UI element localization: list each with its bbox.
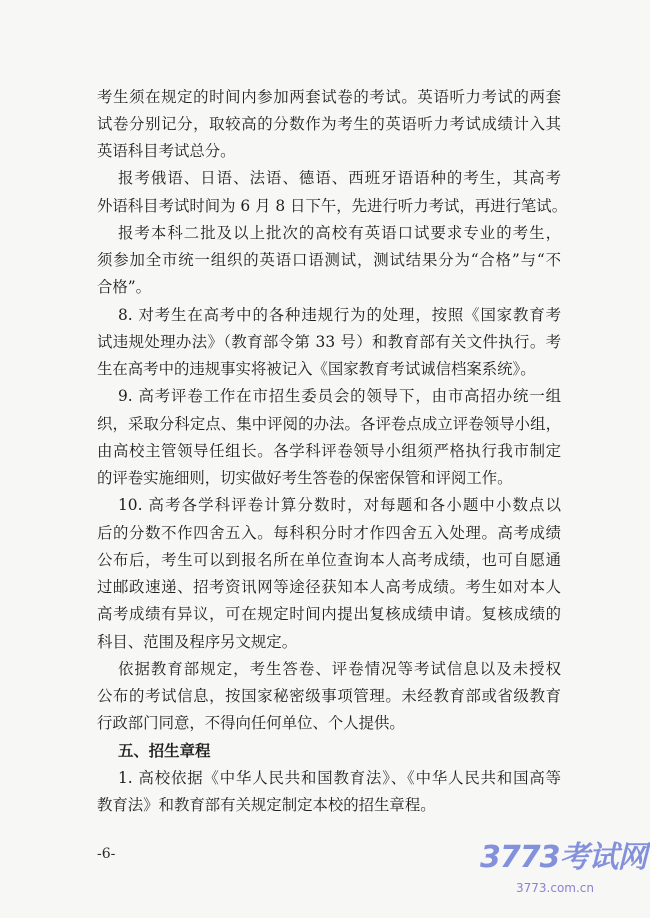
body-line: 考生须在规定的时间内参加两套试卷的考试。英语听力考试的两套 xyxy=(97,87,561,106)
paragraph xyxy=(97,492,561,656)
body-line: 织，采取分科定点、集中评阅的办法。各评卷点成立评卷领导小组， xyxy=(97,414,561,433)
body-line: 的评卷实施细则，切实做好考生答卷的保密保管和评阅工作。 xyxy=(97,469,513,487)
watermark-url: 3773.com.cn xyxy=(516,881,594,895)
body-line: 高考成绩有异议，可在规定时间内提出复核成绩申请。复核成绩的 xyxy=(97,605,561,624)
paragraph xyxy=(97,84,561,166)
section-heading: 五、招生章程 xyxy=(118,741,211,760)
body-line: 科目、范围及程序另文规定。 xyxy=(97,632,298,651)
paragraph xyxy=(97,383,561,492)
body-line: 英语科目考试总分。 xyxy=(97,142,236,160)
body-line: 10. 高考各学科评卷计算分数时，对每题和各小题中小数点以 xyxy=(118,496,561,515)
body-line: 外语科目考试时间为 6 月 8 日下午，先进行听力考试，再进行笔试。 xyxy=(97,196,568,215)
body-line: 后的分数不作四舍五入。每科积分时才作四舍五入处理。高考成绩 xyxy=(97,523,561,542)
body-line: 报考本科二批及以上批次的高校有英语口试要求专业的考生， xyxy=(118,223,561,242)
body-line: 依据教育部规定，考生答卷、评卷情况等考试信息以及未授权 xyxy=(118,659,561,678)
paragraph xyxy=(97,656,561,738)
body-line: 8. 对考生在高考中的各种违规行为的处理，按照《国家教育考 xyxy=(118,305,561,324)
body-line: 1. 高校依据《中华人民共和国教育法》、《中华人民共和国高等 xyxy=(118,768,561,787)
paragraph xyxy=(97,165,568,220)
body-line: 试卷分别记分，取较高的分数作为考生的英语听力考试成绩计入其 xyxy=(97,114,561,133)
body-line: 试违规处理办法》（教育部令第 33 号）和教育部有关文件执行。考 xyxy=(97,332,561,351)
page-number: -6- xyxy=(97,846,116,862)
body-line: 须参加全市统一组织的英语口语测试，测试结果分为“合格”与“不 xyxy=(97,251,561,269)
body-line: 过邮政速递、招考资讯网等途径获知本人高考成绩。考生如对本人 xyxy=(97,578,561,596)
watermark-logo-text: 3773考试网 xyxy=(480,840,647,875)
body-line: 公布后，考生可以到报名所在单位查询本人高考成绩，也可自愿通 xyxy=(97,550,561,569)
body-text xyxy=(97,84,568,820)
paragraph xyxy=(97,765,561,820)
paragraph xyxy=(97,302,561,384)
paragraph xyxy=(97,220,561,302)
body-line: 由高校主管领导任组长。各学科评卷领导小组须严格执行我市制定 xyxy=(97,441,561,460)
body-line: 合格”。 xyxy=(97,278,152,297)
body-line: 公布的考试信息，按国家秘密级事项管理。未经教育部或省级教育 xyxy=(97,687,561,705)
body-line: 9. 高考评卷工作在市招生委员会的领导下，由市高招办统一组 xyxy=(118,387,561,406)
body-line: 教育法》和教育部有关规定制定本校的招生章程。 xyxy=(97,796,436,814)
body-line: 行政部门同意，不得向任何单位、个人提供。 xyxy=(97,714,405,733)
body-line: 报考俄语、日语、法语、德语、西班牙语语种的考生，其高考 xyxy=(118,169,561,188)
body-line: 生在高考中的违规事实将被记入《国家教育考试诚信档案系统》。 xyxy=(97,360,536,378)
watermark-logo xyxy=(480,838,647,902)
